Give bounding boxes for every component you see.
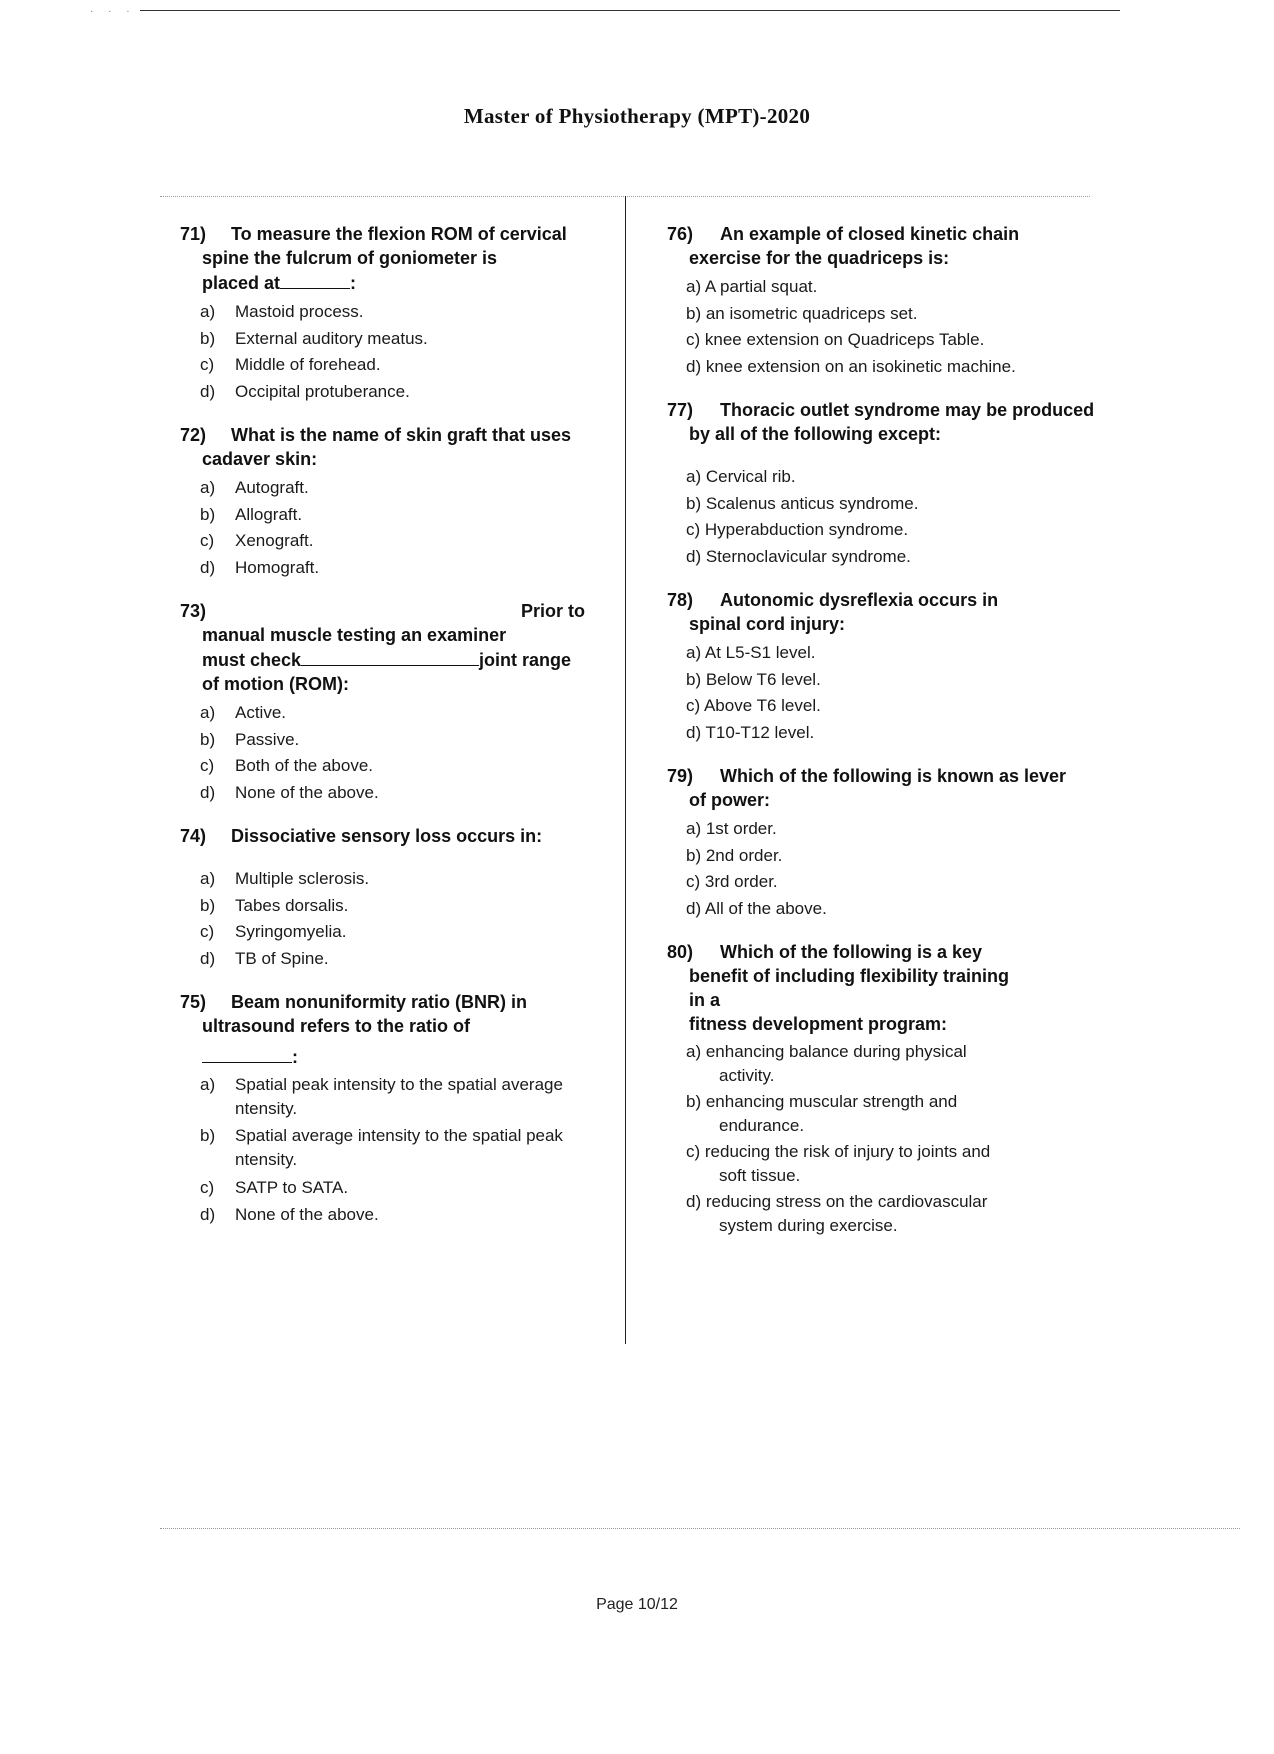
option: d) All of the above. [686,898,827,918]
options-list [180,299,610,405]
option: c) Above T6 level. [686,696,821,715]
option: d) TB of Spine. [200,948,329,968]
options-list [180,700,610,806]
top-border-line [140,10,1120,11]
right-column [667,222,1107,1256]
question-text: 72) What is the name of skin graft that uses cadaver skin: [180,425,572,469]
question-77 [667,398,1107,570]
column-divider [625,196,626,1344]
option: b) enhancing muscular strength and endurance. [686,1092,958,1135]
option: d) None of the above. [200,782,379,802]
option: a) Cervical rib. [686,467,796,486]
options-list [667,816,1107,922]
option: b) Passive. [200,729,300,749]
question-78 [667,588,1107,746]
options-list [180,866,610,972]
option: c) Middle of forehead. [200,355,381,374]
options-list [667,464,1107,570]
question-text: 76) An example of closed kinetic chain exercise for the quadriceps is: [667,224,1020,268]
option: a) At L5-S1 level. [686,643,816,662]
option: a) A partial squat. [686,277,818,296]
option: c) Hyperabduction syndrome. [686,520,909,539]
question-text: 80) Which of the following is a key benefit of including flexibility training in a fitness development program: [667,942,1010,1034]
question-80 [667,940,1107,1238]
option: b) Spatial average intensity to the spatial peak ntensity. [200,1126,563,1169]
option: a) enhancing balance during physical activity. [686,1042,967,1085]
options-list [667,274,1107,380]
option: c) knee extension on Quadriceps Table. [686,330,985,349]
option: b) External auditory meatus. [200,328,428,348]
question-text: 77) Thoracic outlet syndrome may be produced by all of the following except: [667,400,1095,444]
option: c) Both of the above. [200,756,373,775]
scan-artifact-dots: · · · [90,6,136,17]
left-column [180,222,610,1246]
option: d) knee extension on an isokinetic machine. [686,356,1016,376]
option: b) 2nd order. [686,845,783,865]
option: b) Below T6 level. [686,669,821,689]
question-74 [180,824,610,972]
footer-divider [160,1528,1240,1529]
options-list [180,1073,610,1228]
option: d) Occipital protuberance. [200,381,410,401]
option: d) T10-T12 level. [686,722,815,742]
option: c) Xenograft. [200,531,314,550]
question-76 [667,222,1107,380]
answer-blank [301,647,479,666]
option: b) an isometric quadriceps set. [686,303,918,323]
option: b) Tabes dorsalis. [200,895,349,915]
options-list [667,1040,1107,1238]
option: a) 1st order. [686,819,777,838]
question-text: 74) Dissociative sensory loss occurs in: [180,826,543,846]
page-title: Master of Physiotherapy (MPT)-2020 [463,104,811,128]
answer-blank [202,1044,292,1063]
option: a) Spatial peak intensity to the spatial average ntensity. [200,1075,563,1118]
question-text: 79) Which of the following is known as lever of power: [667,766,1067,810]
answer-blank [280,270,350,289]
options-list [180,475,610,581]
page-number: Page 10/12 [596,1596,678,1613]
option: c) Syringomyelia. [200,922,347,941]
option: a) Active. [200,703,287,722]
question-71 [180,222,610,405]
option: d) Sternoclavicular syndrome. [686,546,911,566]
option: d) None of the above. [200,1204,379,1224]
option: b) Scalenus anticus syndrome. [686,493,919,513]
question-72 [180,423,610,581]
question-text: 71) To measure the flexion ROM of cervical spine the fulcrum of goniometer is placed at : [180,224,567,293]
question-text: 75) Beam nonuniformity ratio (BNR) in ultrasound refers to the ratio of : [180,992,527,1067]
option: b) Allograft. [200,504,303,524]
question-79 [667,764,1107,922]
option: c) reducing the risk of injury to joints and soft tissue. [686,1142,991,1185]
question-75 [180,990,610,1228]
option: a) Multiple sclerosis. [200,869,370,888]
option: d) reducing stress on the cardiovascular system during exercise. [686,1192,988,1235]
option: d) Homograft. [200,557,320,577]
question-text: 78) Autonomic dysreflexia occurs in spinal cord injury: [667,590,999,634]
option: a) Autograft. [200,478,309,497]
option: c) 3rd order. [686,872,778,891]
option: a) Mastoid process. [200,302,364,321]
options-list [667,640,1107,746]
question-text: 73) Prior to manual muscle testing an examiner must check joint range of motion (ROM): [180,601,586,694]
question-73 [180,599,610,806]
option: c) SATP to SATA. [200,1178,349,1197]
